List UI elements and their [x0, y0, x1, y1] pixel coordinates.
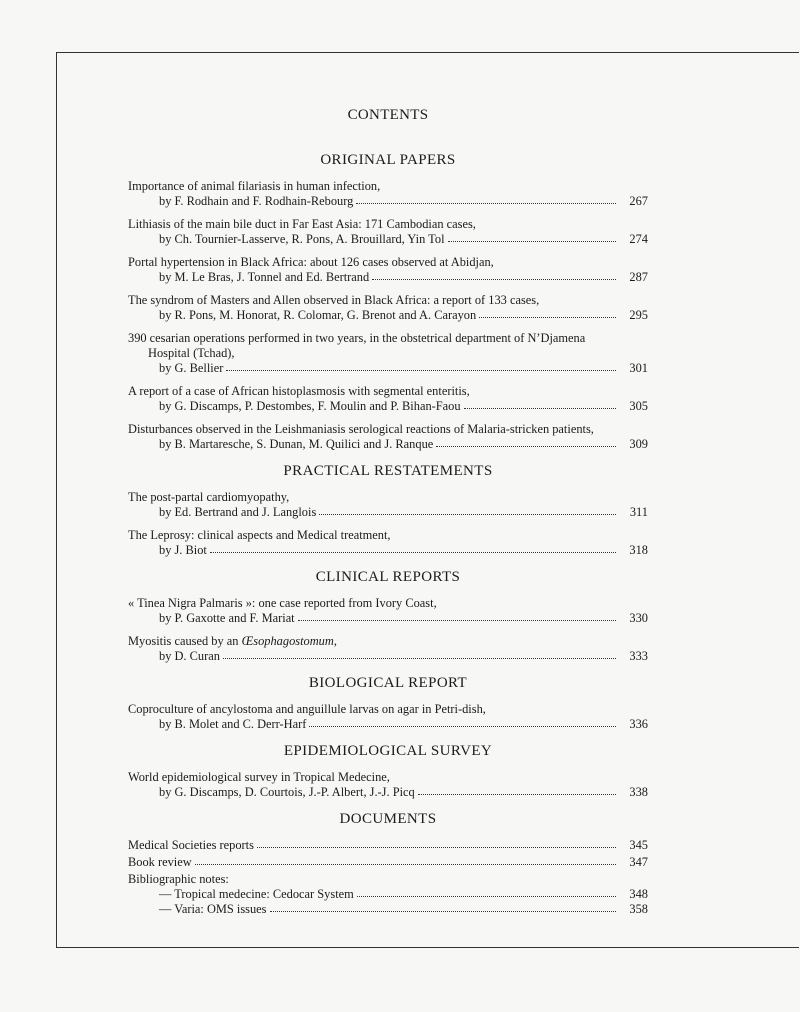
entry-title: Disturbances observed in the Leishmaniasis serological reactions of Malaria-stricken patients,	[128, 422, 594, 436]
entry-title: Portal hypertension in Black Africa: about 126 cases observed at Abidjan,	[128, 255, 494, 269]
leader-dots	[257, 837, 616, 848]
section-clinical-reports	[128, 570, 648, 664]
entry-authors: by B. Molet and C. Derr-Harf	[159, 717, 307, 731]
entry-page: 311	[629, 505, 648, 519]
entry-authors: by F. Rodhain and F. Rodhain-Rebourg	[159, 194, 354, 208]
section-title: EPIDEMIOLOGICAL SURVEY	[283, 743, 493, 759]
toc-entry	[128, 255, 648, 285]
toc-entry	[128, 293, 648, 323]
entry-title: 390 cesarian operations performed in two years, in the obstetrical department of N’Djamena	[128, 331, 586, 345]
leader-dots	[319, 504, 616, 515]
entry-label: Medical Societies reports	[128, 838, 254, 852]
entry-authors: by G. Discamps, D. Courtois, J.-P. Albert, J.-J. Picq	[159, 785, 415, 799]
entry-page: 358	[629, 902, 648, 916]
entry-title: World epidemiological survey in Tropical Medecine,	[128, 770, 390, 784]
leader-dots	[464, 398, 616, 409]
leader-dots	[436, 436, 616, 447]
toc-entry	[128, 384, 648, 414]
entry-authors: by Ed. Bertrand and J. Langlois	[159, 505, 317, 519]
entry-authors: by Ch. Tournier-Lasserve, R. Pons, A. Brouillard, Yin Tol	[159, 232, 445, 246]
section-title: BIOLOGICAL REPORT	[308, 675, 468, 691]
entry-title: The syndrom of Masters and Allen observed in Black Africa: a report of 133 cases,	[128, 293, 540, 307]
entry-page: 305	[629, 399, 648, 413]
entry-page: 318	[629, 543, 648, 557]
entry-authors: by P. Gaxotte and F. Mariat	[159, 611, 295, 625]
entry-authors: by G. Bellier	[159, 361, 224, 375]
toc-subentry	[128, 887, 648, 902]
section-epidemiological-survey	[128, 744, 648, 800]
toc-entry	[128, 217, 648, 247]
section-original-papers	[128, 153, 648, 452]
leader-dots	[356, 193, 616, 204]
toc-entry	[128, 770, 648, 800]
entry-title-continuation: Hospital (Tchad),	[148, 346, 235, 360]
entry-title: « Tinea Nigra Palmaris »: one case reported from Ivory Coast,	[128, 596, 437, 610]
entry-authors: by M. Le Bras, J. Tonnel and Ed. Bertrand	[159, 270, 370, 284]
entry-page: 295	[629, 308, 648, 322]
contents-title: CONTENTS	[347, 107, 429, 123]
section-title: ORIGINAL PAPERS	[320, 152, 456, 168]
toc-entry	[128, 855, 648, 870]
entry-title-text: Myositis caused by an	[128, 634, 242, 648]
entry-page: 267	[629, 194, 648, 208]
leader-dots	[372, 269, 616, 280]
entry-page: 333	[629, 649, 648, 663]
entry-title: A report of a case of African histoplasmosis with segmental enteritis,	[128, 384, 470, 398]
entry-authors: by G. Discamps, P. Destombes, F. Moulin and P. Bihan-Faou	[159, 399, 461, 413]
entry-label: — Tropical medecine: Cedocar System	[159, 887, 354, 901]
entry-page: 309	[629, 437, 648, 451]
entry-page: 345	[629, 838, 648, 852]
leader-dots	[270, 901, 616, 912]
toc-entry	[128, 179, 648, 209]
leader-dots	[309, 716, 616, 727]
section-documents	[128, 812, 648, 917]
toc-entry	[128, 331, 648, 376]
section-title: CLINICAL REPORTS	[315, 569, 461, 585]
entry-label: Book review	[128, 855, 192, 869]
entry-title-italic: Œsophagostomum,	[241, 634, 337, 648]
entry-title: Importance of animal filariasis in human infection,	[128, 179, 381, 193]
section-biological-report	[128, 676, 648, 732]
entry-page: 338	[629, 785, 648, 799]
section-title: PRACTICAL RESTATEMENTS	[283, 463, 493, 479]
toc-entry	[128, 596, 648, 626]
toc-entry	[128, 838, 648, 853]
entry-authors: by B. Martaresche, S. Dunan, M. Quilici and J. Ranque	[159, 437, 434, 451]
leader-dots	[226, 360, 616, 371]
entry-label: Bibliographic notes:	[128, 872, 229, 886]
entry-page: 348	[629, 887, 648, 901]
leader-dots	[418, 784, 616, 795]
leader-dots	[223, 648, 616, 659]
leader-dots	[195, 854, 616, 865]
entry-page: 347	[629, 855, 648, 869]
entry-page: 336	[629, 717, 648, 731]
entry-label: — Varia: OMS issues	[159, 902, 267, 916]
leader-dots	[357, 886, 616, 897]
section-practical-restatements	[128, 464, 648, 558]
toc-entry	[128, 528, 648, 558]
entry-page: 330	[629, 611, 648, 625]
entry-title	[128, 634, 648, 649]
toc-entry	[128, 634, 648, 664]
entry-title: Coproculture of ancylostoma and anguillule larvas on agar in Petri-dish,	[128, 702, 486, 716]
entry-title: The Leprosy: clinical aspects and Medical treatment,	[128, 528, 391, 542]
leader-dots	[479, 307, 616, 318]
leader-dots	[210, 542, 616, 553]
toc-entry	[128, 702, 648, 732]
leader-dots	[298, 610, 616, 621]
entry-page: 287	[629, 270, 648, 284]
entry-authors: by J. Biot	[159, 543, 207, 557]
toc-subentry	[128, 902, 648, 917]
leader-dots	[448, 231, 616, 242]
toc-entry	[128, 422, 648, 452]
entry-title: The post-partal cardiomyopathy,	[128, 490, 290, 504]
entry-authors: by R. Pons, M. Honorat, R. Colomar, G. Brenot and A. Carayon	[159, 308, 477, 322]
entry-authors: by D. Curan	[159, 649, 220, 663]
contents-page	[128, 108, 648, 929]
entry-page: 301	[629, 361, 648, 375]
toc-entry	[128, 490, 648, 520]
section-title: DOCUMENTS	[339, 811, 437, 827]
entry-title: Lithiasis of the main bile duct in Far East Asia: 171 Cambodian cases,	[128, 217, 476, 231]
entry-page: 274	[629, 232, 648, 246]
